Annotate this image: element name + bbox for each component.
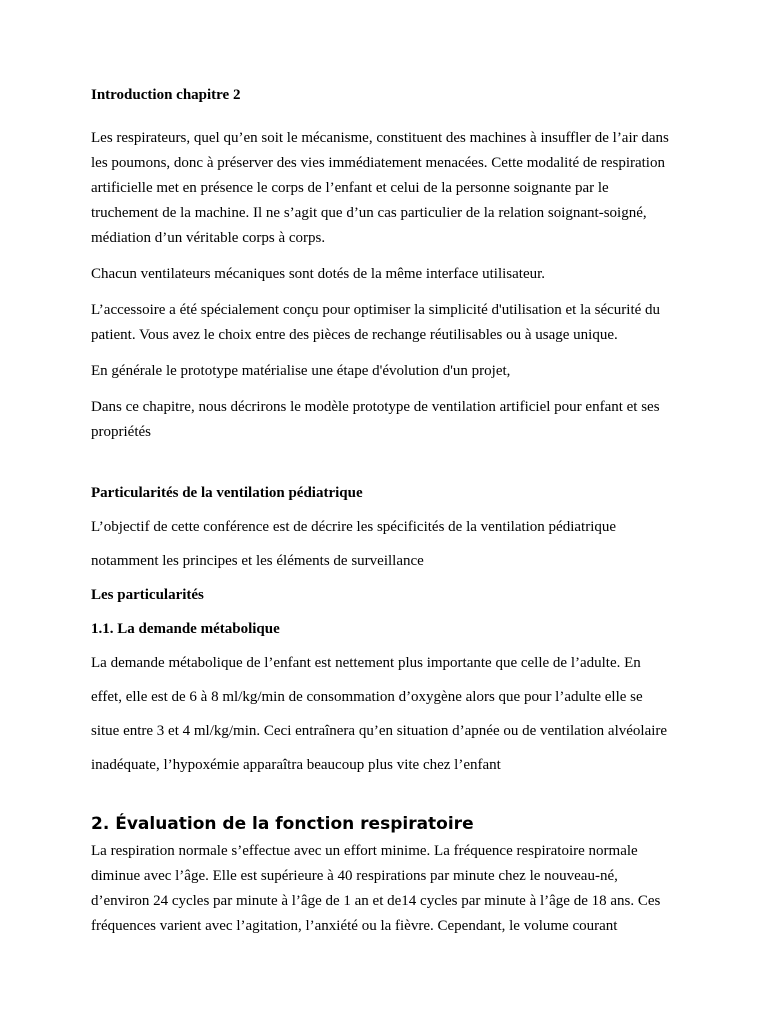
- intro-paragraph-1: Les respirateurs, quel qu’en soit le mécanisme, constituent des machines à insuffler de l’air dans les poumons, donc à préserver des vies immédiatement menacées. Cette modalité de respiration artificielle met en présence le corps de l’enfant et celui de la personne soignante par le truchement de la machine. Il ne s’agit que d’un cas particulier de la relation soignant-soigné, médiation d’un véritable corps à corps.: [91, 130, 669, 246]
- evaluation-heading: 2. Évaluation de la fonction respiratoire: [91, 814, 474, 834]
- intro-paragraph-2: Chacun ventilateurs mécaniques sont dotés de la même interface utilisateur.: [91, 266, 546, 282]
- metabolic-paragraph: La demande métabolique de l’enfant est nettement plus importante que celle de l’adulte. En effet, elle est de 6 à 8 ml/kg/min de consommation d’oxygène alors que pour l’adulte elle se situe entre 3 et 4 ml/kg/min. Ceci entraînera qu’en situation d’apnée ou de ventilation alvéolaire inadéquate, l’hypoxémie apparaîtra beaucoup plus vite chez l’enfant: [91, 655, 668, 773]
- intro-heading: Introduction chapitre 2: [91, 87, 241, 103]
- metabolic-heading: 1.1. La demande métabolique: [91, 621, 280, 637]
- pediatric-heading: Particularités de la ventilation pédiatrique: [91, 485, 363, 501]
- intro-paragraph-5: Dans ce chapitre, nous décrirons le modèle prototype de ventilation artificiel pour enfant et ses propriétés: [91, 399, 660, 440]
- evaluation-paragraph: La respiration normale s’effectue avec un effort minime. La fréquence respiratoire normale diminue avec l’âge. Elle est supérieure à 40 respirations par minute chez le nouveau-né, d’environ 24 cycles par minute à l’âge de 1 an et de14 cycles par minute à l’âge de 18 ans. Ces fréquences varient avec l’agitation, l’anxiété ou la fièvre. Cependant, le volume courant: [91, 843, 661, 934]
- pediatric-paragraph: L’objectif de cette conférence est de décrire les spécificités de la ventilation pédiatrique notamment les principes et les éléments de surveillance: [91, 519, 617, 569]
- intro-paragraph-3: L’accessoire a été spécialement conçu pour optimiser la simplicité d'utilisation et la sécurité du patient. Vous avez le choix entre des pièces de rechange réutilisables ou à usage unique.: [91, 302, 661, 343]
- document-page: [91, 83, 671, 939]
- intro-paragraph-4: En générale le prototype matérialise une étape d'évolution d'un projet,: [91, 363, 511, 379]
- particularities-heading: Les particularités: [91, 587, 204, 603]
